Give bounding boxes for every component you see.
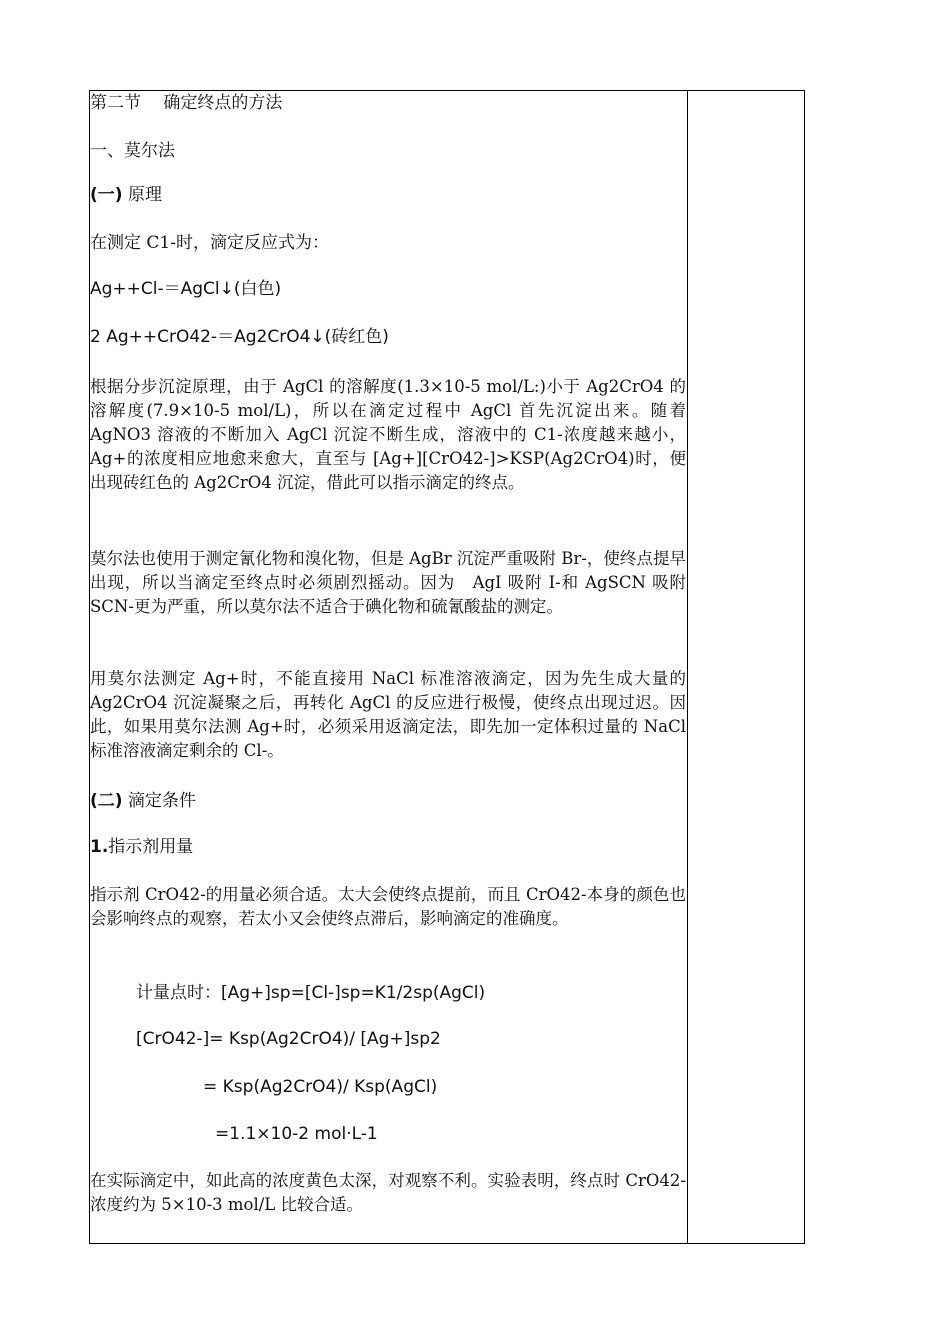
indicator-heading: [90, 835, 193, 859]
principle-heading: [90, 183, 162, 207]
conditions-heading: [90, 789, 196, 813]
indicator-heading-text: 指示剂用量: [108, 837, 194, 857]
conditions-heading-number: (二): [90, 791, 123, 811]
principle-heading-number: (一): [90, 185, 123, 205]
method-heading: 一、莫尔法: [90, 141, 175, 161]
formula-ksp-ratio: = Ksp(Ag2CrO4)/ Ksp(AgCl): [203, 1077, 438, 1097]
paragraph-precipitation-principle: 根据分步沉淀原理，由于 AgCl 的溶解度(1.3×10-5 mol/L:)小于 Ag2CrO4 的溶解度(7.9×10-5 mol/L)，所以在滴定过程中 AgCl 首先沉淀出来。随着 AgNO3 溶液的不断加入 AgCl 沉淀不断生成，溶液中的 C1-浓度越来越小，Ag+的浓度相应地愈来愈大，直至与 [Ag+][CrO42-]>KSP(Ag2CrO4)时，便出现砖红色的 Ag2CrO4 沉淀，借此可以指示滴定的终点。: [90, 377, 686, 492]
paragraph-silver-determination: 用莫尔法测定 Ag+时，不能直接用 NaCl 标准溶液滴定，因为先生成大量的 Ag2CrO4 沉淀凝聚之后，再转化 AgCl 的反应进行极慢，使终点出现过迟。因此，如果用莫尔法测 Ag+时，必须采用返滴定法，即先加一定体积过量的 NaCl 标准溶液滴定剩余的 Cl-。: [90, 669, 686, 760]
formula-chromate-concentration: [CrO42-]= Ksp(Ag2CrO4)/ [Ag+]sp2: [136, 1029, 441, 1049]
paragraph-applicability: 莫尔法也使用于测定氰化物和溴化物，但是 AgBr 沉淀严重吸附 Br-，使终点提早出现，所以当滴定至终点时必须剧烈摇动。因为 AgI 吸附 I-和 AgSCN 吸附 SCN-更为严重，所以莫尔法不适合于碘化物和硫氰酸盐的测定。: [90, 549, 686, 616]
content-cell: [90, 91, 686, 1243]
principle-intro: 在测定 C1-时，滴定反应式为：: [90, 233, 329, 253]
document-table: [89, 90, 805, 1244]
paragraph-practical-concentration: 在实际滴定中，如此高的浓度黄色太深，对观察不利。实验表明，终点时 CrO42-浓度约为 5×10-3 mol/L 比较合适。: [90, 1171, 686, 1214]
section-title: 第二节 确定终点的方法: [90, 93, 283, 113]
side-notes-cell: [688, 91, 804, 1243]
formula-equivalence-point: 计量点时：[Ag+]sp=[Cl-]sp=K1/2sp(AgCl): [136, 983, 486, 1003]
principle-heading-text: 原理: [122, 185, 162, 205]
reaction-1: Ag++Cl-＝AgCl↓(白色): [90, 279, 282, 299]
reaction-2: 2 Ag++CrO42-＝Ag2CrO4↓(砖红色): [90, 327, 389, 347]
indicator-heading-number: 1.: [90, 837, 109, 857]
formula-result: =1.1×10-2 mol·L-1: [215, 1124, 378, 1144]
conditions-heading-text: 滴定条件: [122, 791, 196, 811]
paragraph-indicator-amount: 指示剂 CrO42-的用量必须合适。太大会使终点提前，而且 CrO42-本身的颜色也会影响终点的观察，若太小又会使终点滞后，影响滴定的准确度。: [90, 885, 686, 928]
